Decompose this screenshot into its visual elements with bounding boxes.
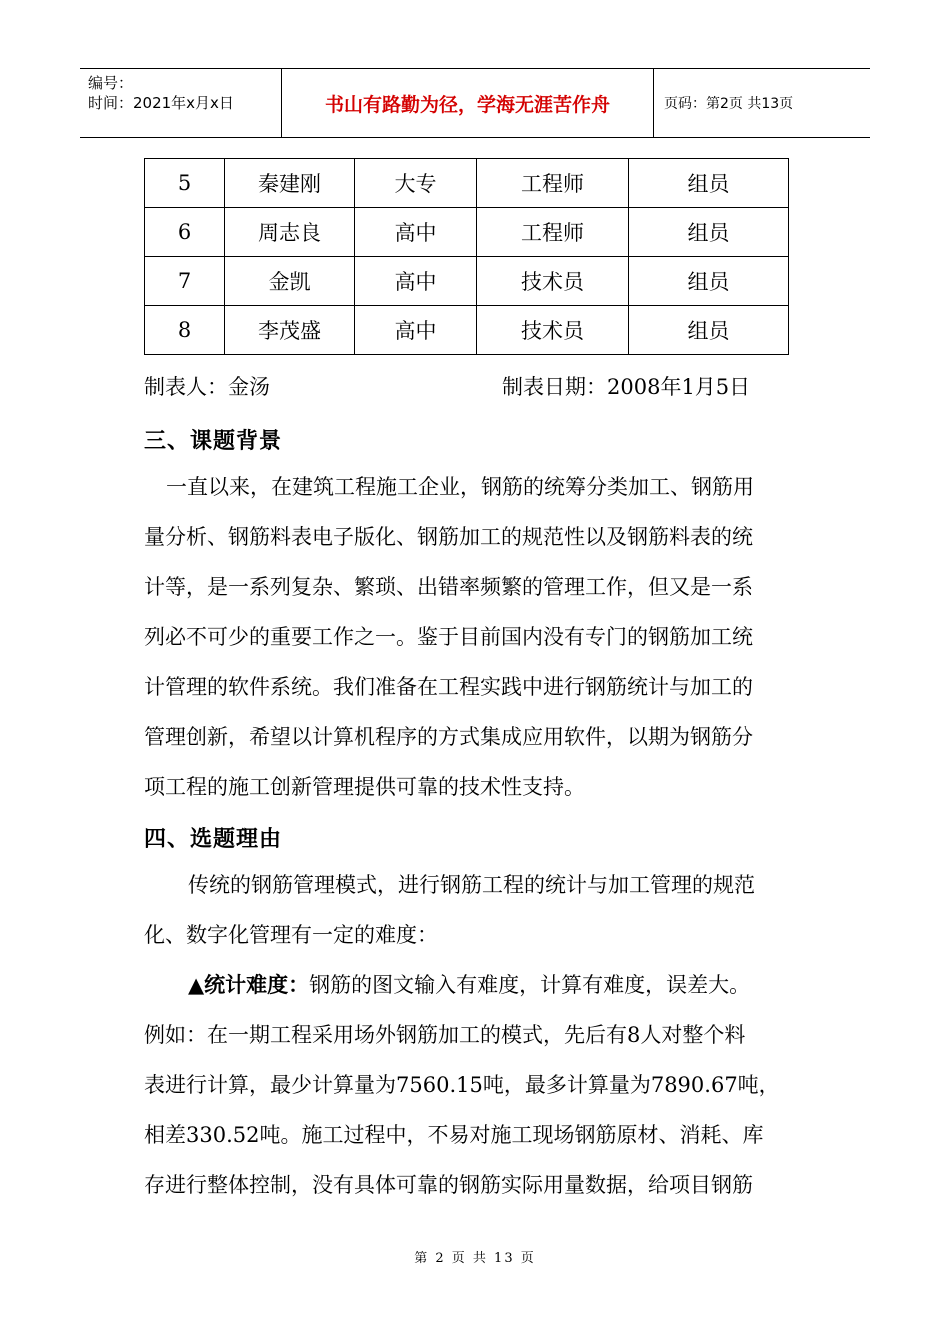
time-label: 时间：2021年x月x日: [88, 94, 234, 112]
paragraph-line: 计等，是一系列复杂、繁琐、出错率频繁的管理工作，但又是一系: [144, 575, 753, 599]
name-cell: 李茂盛: [225, 306, 355, 355]
title-cell: 技术员: [477, 257, 629, 306]
role-cell: 组员: [629, 257, 789, 306]
table-row: [145, 306, 789, 355]
table-row: [145, 208, 789, 257]
paragraph-line: 量分析、钢筋料表电子版化、钢筋加工的规范性以及钢筋料表的统: [144, 525, 753, 549]
paragraph-line: 一直以来，在建筑工程施工企业，钢筋的统筹分类加工、钢筋用: [166, 475, 754, 499]
section-background-body: [144, 462, 814, 812]
paragraph-line: 相差330.52吨。施工过程中，不易对施工现场钢筋原材、消耗、库: [144, 1123, 764, 1147]
paragraph-line: 表进行计算，最少计算量为7560.15吨，最多计算量为7890.67吨，: [144, 1073, 780, 1097]
row-number-cell: 7: [145, 257, 225, 306]
page-footer: 第 2 页 共 13 页: [414, 1251, 536, 1266]
table-row: [145, 159, 789, 208]
paragraph-line: 例如：在一期工程采用场外钢筋加工的模式，先后有8人对整个料: [144, 1023, 746, 1047]
paragraph-line: 化、数字化管理有一定的难度：: [144, 923, 438, 947]
table-row: [145, 257, 789, 306]
header-page-info: 页码：第2页 共13页: [664, 96, 794, 112]
name-cell: 秦建刚: [225, 159, 355, 208]
paragraph-line: [144, 960, 814, 1010]
role-cell: 组员: [629, 208, 789, 257]
education-cell: 高中: [355, 306, 477, 355]
title-cell: 工程师: [477, 159, 629, 208]
paragraph-line: 存进行整体控制，没有具体可靠的钢筋实际用量数据，给项目钢筋: [144, 1173, 753, 1197]
page-header: [80, 68, 870, 138]
row-number-cell: 8: [145, 306, 225, 355]
member-table: [144, 158, 789, 355]
header-meta-cell: [80, 69, 282, 137]
number-label: 编号：: [88, 74, 134, 92]
title-cell: 工程师: [477, 208, 629, 257]
education-cell: 大专: [355, 159, 477, 208]
role-cell: 组员: [629, 159, 789, 208]
paragraph-line: 项工程的施工创新管理提供可靠的技术性支持。: [144, 775, 585, 799]
section-rationale-body: [144, 860, 814, 1210]
row-number-cell: 5: [145, 159, 225, 208]
table-maker: 制表人：金汤: [144, 375, 270, 399]
name-cell: 周志良: [225, 208, 355, 257]
title-cell: 技术员: [477, 306, 629, 355]
paragraph-line: 传统的钢筋管理模式，进行钢筋工程的统计与加工管理的规范: [188, 873, 755, 897]
section-heading-background: 三、课题背景: [144, 429, 283, 454]
section-heading-rationale: 四、选题理由: [144, 827, 283, 852]
point-lead: ▲统计难度：: [188, 973, 310, 997]
name-cell: 金凯: [225, 257, 355, 306]
point-text: 钢筋的图文输入有难度，计算有难度，误差大。: [309, 973, 751, 997]
header-motto: 书山有路勤为径，学海无涯苦作舟: [282, 69, 654, 137]
paragraph-line: 管理创新，希望以计算机程序的方式集成应用软件，以期为钢筋分: [144, 725, 753, 749]
education-cell: 高中: [355, 257, 477, 306]
paragraph-line: 列必不可少的重要工作之一。鉴于目前国内没有专门的钢筋加工统: [144, 625, 753, 649]
education-cell: 高中: [355, 208, 477, 257]
table-date: 制表日期：2008年1月5日: [502, 375, 751, 399]
row-number-cell: 6: [145, 208, 225, 257]
paragraph-line: 计管理的软件系统。我们准备在工程实践中进行钢筋统计与加工的: [144, 675, 753, 699]
role-cell: 组员: [629, 306, 789, 355]
